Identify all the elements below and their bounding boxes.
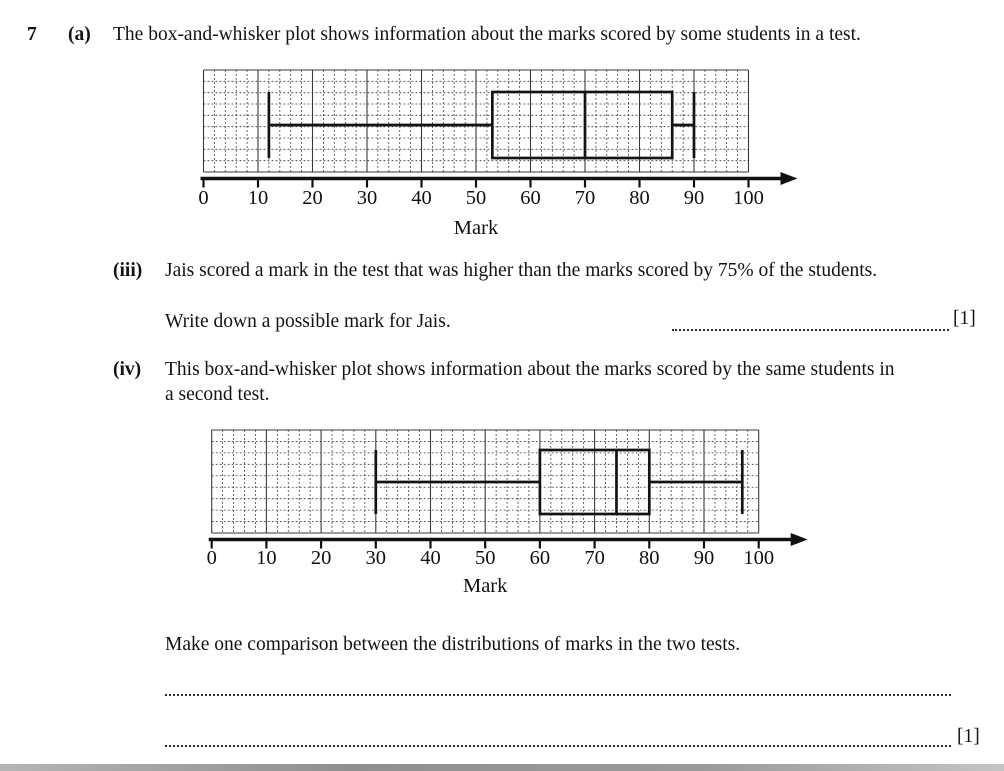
part-iii-label: (iii)	[113, 260, 143, 281]
svg-text:0: 0	[206, 547, 217, 569]
part-iii-prompt: Write down a possible mark for Jais.	[165, 311, 451, 332]
svg-text:100: 100	[743, 547, 775, 569]
svg-text:50: 50	[465, 187, 487, 209]
answer-line-comparison-1[interactable]	[165, 694, 951, 696]
box-plot-second-test	[150, 420, 860, 606]
part-a-text: The box-and-whisker plot shows information about the marks scored by some students in a test.	[113, 24, 861, 45]
svg-text:100: 100	[733, 187, 764, 209]
svg-text:Mark: Mark	[453, 217, 499, 239]
svg-text:20: 20	[310, 547, 332, 569]
part-iv-label: (iv)	[113, 359, 142, 380]
part-iv-text-line1: This box-and-whisker plot shows information about the marks scored by the same students in	[165, 359, 895, 380]
part-iv-text-line2: a second test.	[165, 384, 270, 405]
box-plot-first-test	[150, 60, 860, 246]
svg-text:60: 60	[520, 187, 541, 209]
comparison-marks-badge: [1]	[957, 726, 980, 747]
answer-line-jais[interactable]	[672, 329, 949, 331]
svg-text:50: 50	[474, 547, 496, 569]
svg-text:90: 90	[693, 547, 715, 569]
scan-artifact-bottom	[0, 764, 1004, 771]
svg-text:70: 70	[574, 187, 596, 209]
svg-text:60: 60	[529, 547, 551, 569]
part-iii-text: Jais scored a mark in the test that was higher than the marks scored by 75% of the students.	[165, 260, 878, 281]
svg-text:40: 40	[420, 547, 441, 569]
answer-line-comparison-2[interactable]	[165, 745, 951, 747]
svg-text:30: 30	[356, 187, 378, 209]
svg-text:0: 0	[198, 187, 209, 209]
svg-text:80: 80	[629, 187, 650, 209]
svg-text:70: 70	[584, 547, 605, 569]
question-number: 7	[27, 24, 37, 45]
part-iii-marks-badge: [1]	[953, 308, 976, 329]
svg-text:Mark: Mark	[462, 575, 508, 597]
svg-text:20: 20	[302, 187, 323, 209]
svg-text:10: 10	[256, 547, 277, 569]
box-plot-second-test-svg	[150, 420, 860, 606]
svg-text:40: 40	[411, 187, 432, 209]
svg-text:10: 10	[247, 187, 269, 209]
svg-text:80: 80	[639, 547, 660, 569]
svg-text:90: 90	[683, 187, 705, 209]
box-plot-first-test-svg	[150, 60, 860, 246]
part-a-label: (a)	[68, 24, 91, 45]
comparison-prompt: Make one comparison between the distributions of marks in the two tests.	[165, 634, 741, 655]
svg-text:30: 30	[365, 547, 387, 569]
